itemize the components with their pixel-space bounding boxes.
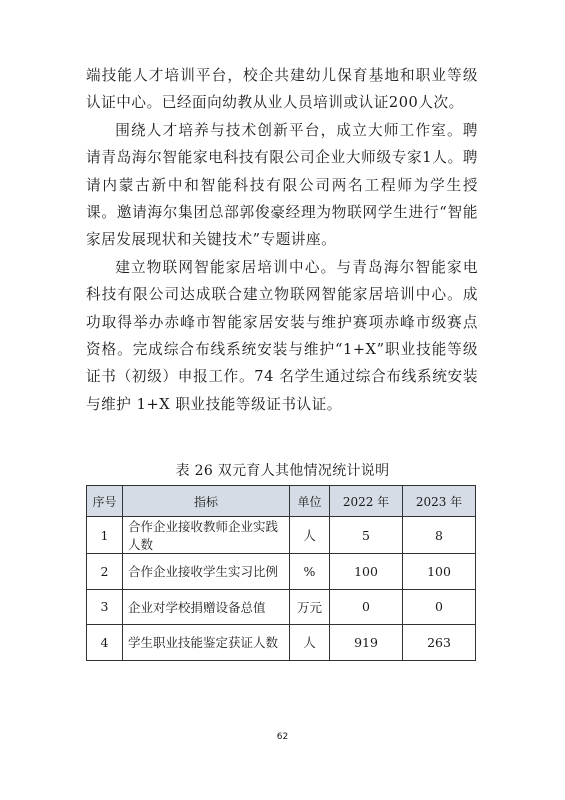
cell-unit: 万元 (290, 589, 330, 625)
page-number: 62 (276, 732, 289, 742)
table-row (87, 589, 476, 625)
cell-2022: 5 (330, 517, 403, 554)
table-row (87, 517, 476, 554)
cell-unit: % (290, 554, 330, 590)
body-text (86, 62, 478, 418)
cell-indicator: 合作企业接收教师企业实践人数 (123, 517, 290, 554)
cell-unit: 人 (290, 625, 330, 661)
cell-2023: 263 (403, 625, 476, 661)
cell-2022: 100 (330, 554, 403, 590)
cell-2023: 0 (403, 589, 476, 625)
stats-table (86, 485, 476, 661)
cell-no: 1 (87, 517, 123, 554)
cell-indicator: 企业对学校捐赠设备总值 (123, 589, 290, 625)
cell-unit: 人 (290, 517, 330, 554)
paragraph-2: 围绕人才培养与技术创新平台，成立大师工作室。聘请青岛海尔智能家电科技有限公司企业大师级专家1人。聘请内蒙古新中和智能科技有限公司两名工程师为学生授课。邀请海尔集团总部郭俊豪经理为物联网学生进行“智能家居发展现状和关键技术”专题讲座。 (86, 121, 478, 249)
cell-no: 3 (87, 589, 123, 625)
cell-no: 2 (87, 554, 123, 590)
table-header-row (87, 486, 476, 517)
table-row (87, 625, 476, 661)
cell-no: 4 (87, 625, 123, 661)
cell-2023: 8 (403, 517, 476, 554)
table-caption: 表 26 双元育人其他情况统计说明 (175, 463, 390, 479)
cell-indicator: 学生职业技能鉴定获证人数 (123, 625, 290, 661)
cell-2022: 919 (330, 625, 403, 661)
header-2022: 2022 年 (330, 486, 403, 517)
paragraph-3: 建立物联网智能家居培训中心。与青岛海尔智能家电科技有限公司达成联合建立物联网智能家居培训中心。成功取得举办赤峰市智能家居安装与维护赛项赤峰市级赛点资格。完成综合布线系统安装与维护“1+X”职业技能等级证书（初级）申报工作。74 名学生通过综合布线系统安装与维护 1+X 职业技能等级证书认证。 (86, 258, 478, 413)
cell-2023: 100 (403, 554, 476, 590)
header-indicator: 指标 (123, 486, 290, 517)
cell-indicator: 合作企业接收学生实习比例 (123, 554, 290, 590)
header-2023: 2023 年 (403, 486, 476, 517)
table-row (87, 554, 476, 590)
paragraph-1: 端技能人才培训平台，校企共建幼儿保育基地和职业等级认证中心。已经面向幼教从业人员培训或认证200人次。 (86, 67, 478, 112)
cell-2022: 0 (330, 589, 403, 625)
header-unit: 单位 (290, 486, 330, 517)
header-no: 序号 (87, 486, 123, 517)
